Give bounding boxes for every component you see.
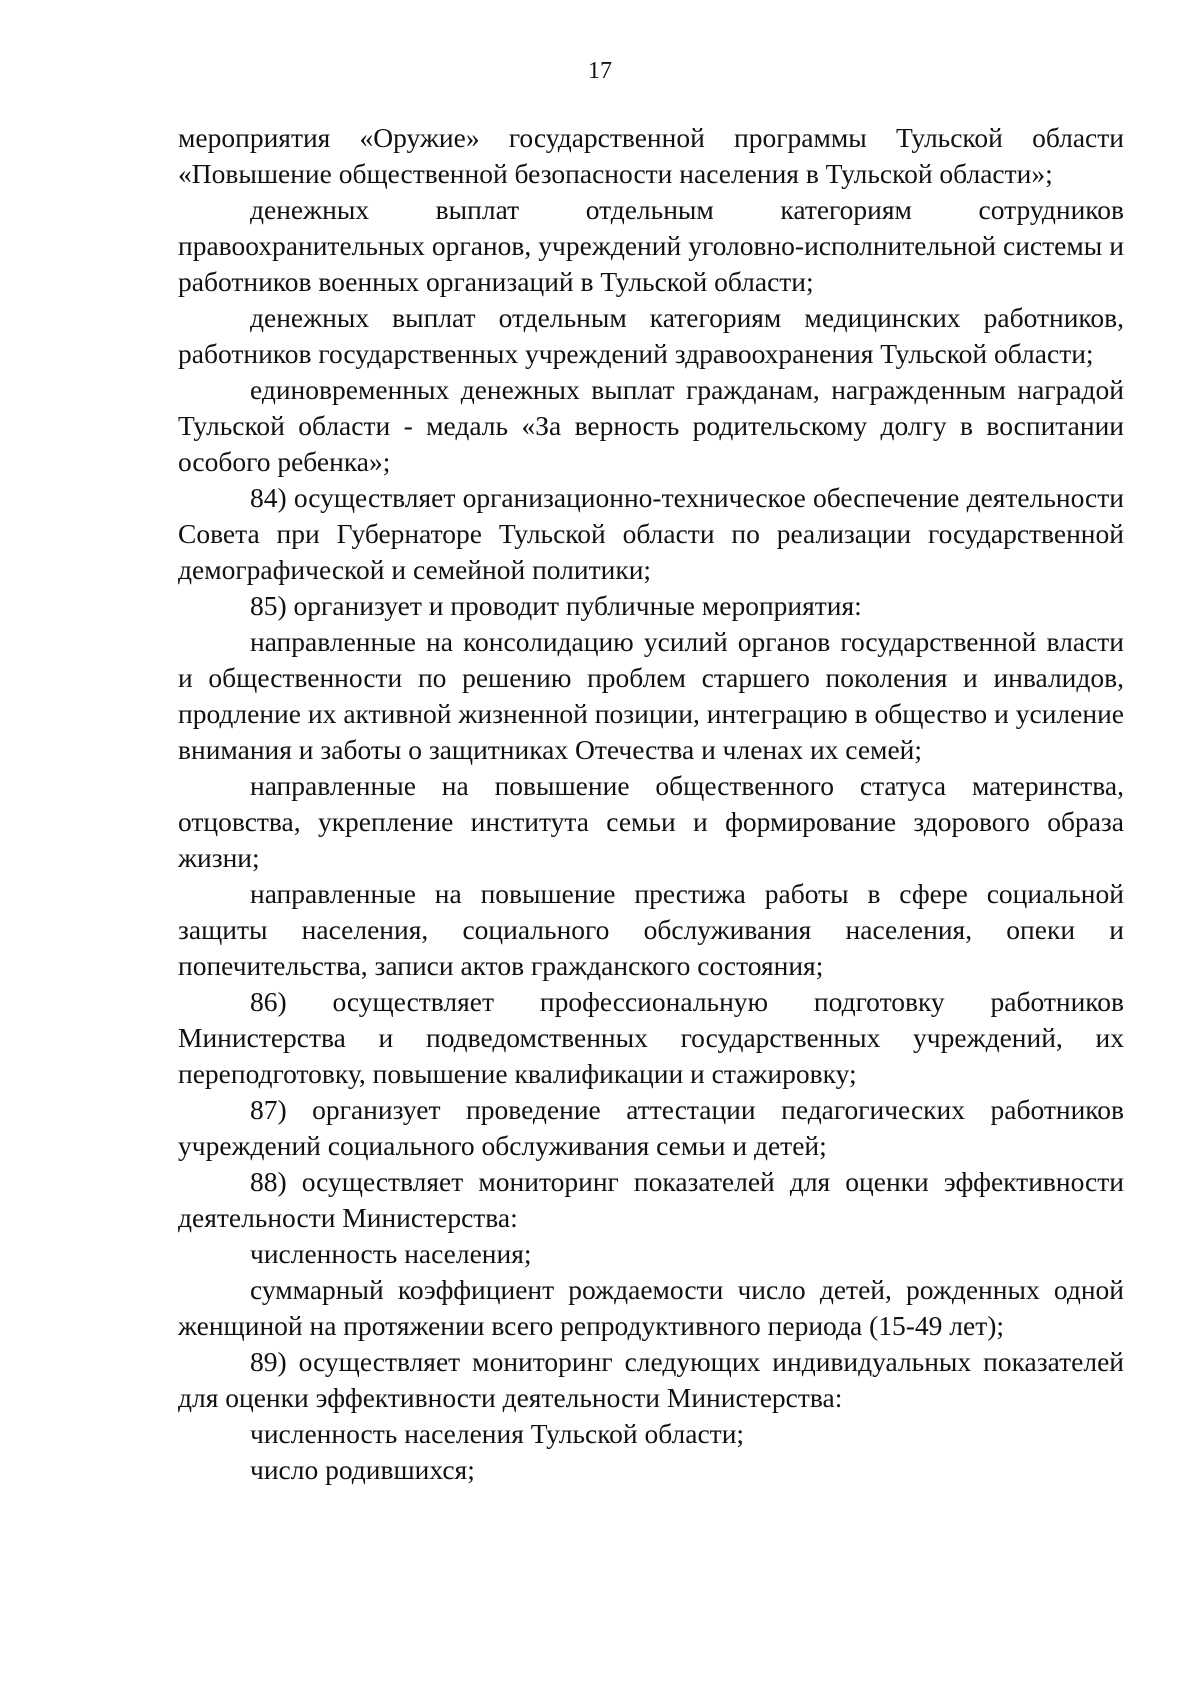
paragraph: денежных выплат отдельным категориям сотрудников правоохранительных органов, учреждений уголовно-исполнительной системы и работников военных организаций в Тульской области; xyxy=(178,194,1124,297)
paragraph: денежных выплат отдельным категориям медицинских работников, работников государственных учреждений здравоохранения Тульской области; xyxy=(178,302,1124,369)
paragraph: мероприятия «Оружие» государственной программы Тульской области «Повышение общественной безопасности населения в Тульской области»; xyxy=(178,122,1124,189)
paragraph: численность населения; xyxy=(250,1238,532,1269)
paragraph: суммарный коэффициент рождаемости число детей, рожденных одной женщиной на протяжении всего репродуктивного периода (15-49 лет); xyxy=(178,1274,1124,1341)
paragraph: единовременных денежных выплат гражданам, награжденным наградой Тульской области - медаль «За верность родительскому долгу в воспитании особого ребенка»; xyxy=(178,374,1124,477)
paragraph: численность населения Тульской области; xyxy=(250,1418,745,1449)
paragraph: 87) организует проведение аттестации педагогических работников учреждений социального обслуживания семьи и детей; xyxy=(178,1094,1124,1161)
document-body xyxy=(178,120,1124,1488)
paragraph: число родившихся; xyxy=(250,1454,475,1485)
paragraph: направленные на консолидацию усилий органов государственной власти и общественности по решению проблем старшего поколения и инвалидов, продление их активной жизненной позиции, интеграцию в общество и усиление внимания и заботы о защитниках Отечества и членах их семей; xyxy=(178,626,1124,765)
paragraph: 89) осуществляет мониторинг следующих индивидуальных показателей для оценки эффективности деятельности Министерства: xyxy=(178,1346,1124,1413)
paragraph: 84) осуществляет организационно-техническое обеспечение деятельности Совета при Губернаторе Тульской области по реализации государственной демографической и семейной политики; xyxy=(178,482,1124,585)
paragraph: направленные на повышение общественного статуса материнства, отцовства, укрепление института семьи и формирование здорового образа жизни; xyxy=(178,770,1124,873)
paragraph: 88) осуществляет мониторинг показателей для оценки эффективности деятельности Министерства: xyxy=(178,1166,1124,1233)
page-number: 17 xyxy=(588,58,612,84)
paragraph: 85) организует и проводит публичные мероприятия: xyxy=(250,590,862,621)
paragraph: 86) осуществляет профессиональную подготовку работников Министерства и подведомственных государственных учреждений, их переподготовку, повышение квалификации и стажировку; xyxy=(178,986,1124,1089)
paragraph: направленные на повышение престижа работы в сфере социальной защиты населения, социального обслуживания населения, опеки и попечительства, записи актов гражданского состояния; xyxy=(178,878,1124,981)
